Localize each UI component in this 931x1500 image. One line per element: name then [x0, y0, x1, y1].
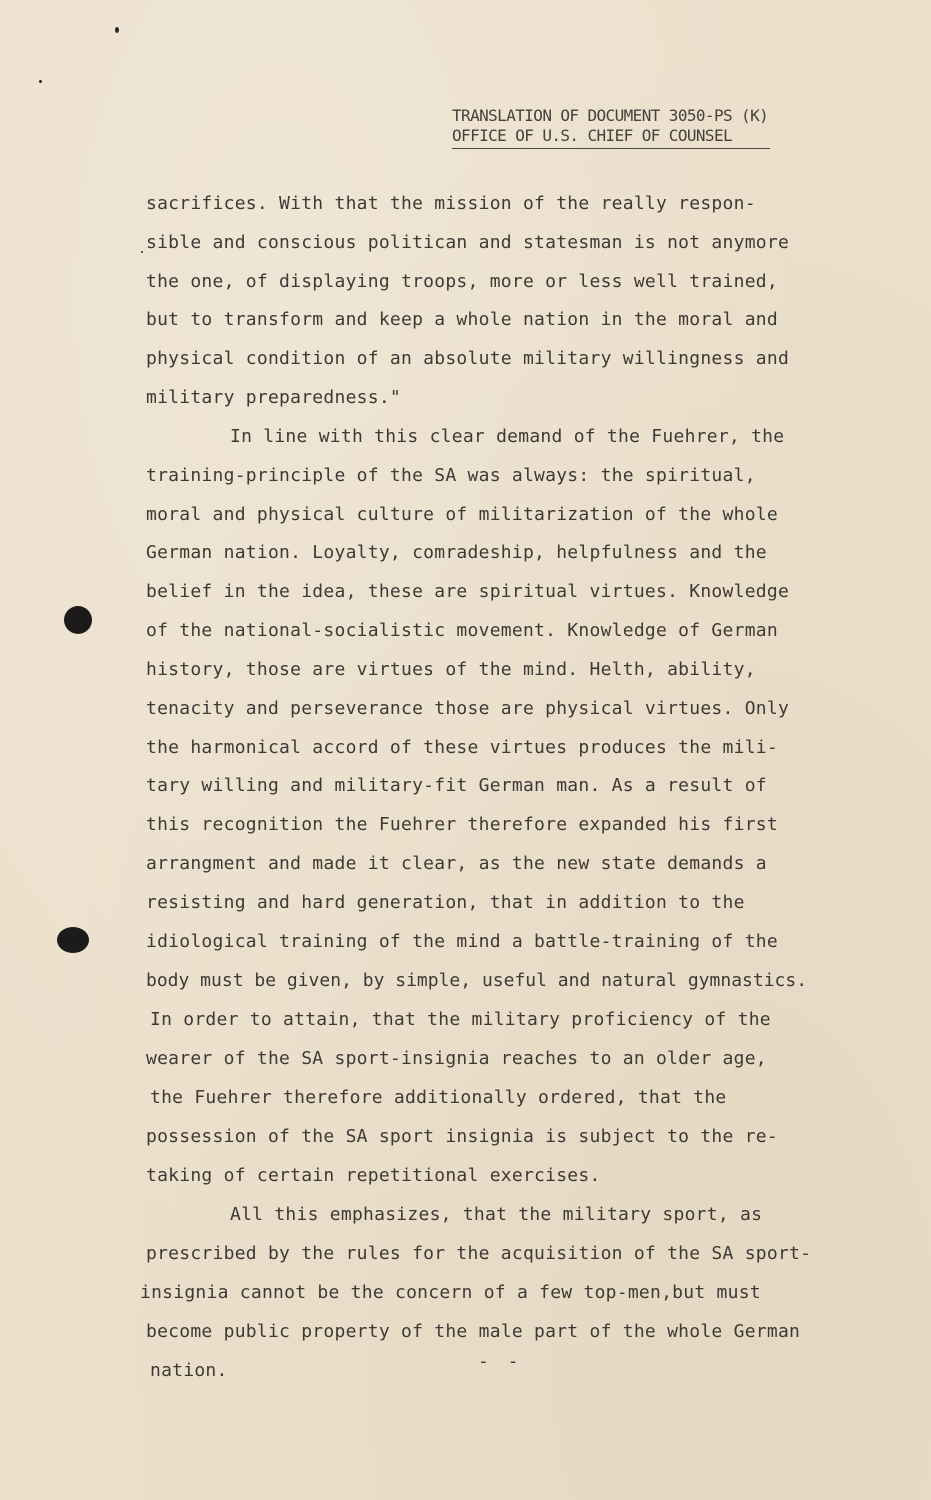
document-header — [452, 106, 792, 149]
body-line: of the national-socialistic movement. Knowledge of German — [146, 620, 778, 641]
body-line: nation. — [150, 1360, 228, 1381]
body-line: the harmonical accord of these virtues produces the mili- — [146, 737, 778, 758]
punch-hole — [64, 606, 92, 634]
body-line: insignia cannot be the concern of a few top-men,but must — [140, 1282, 761, 1303]
body-line: resisting and hard generation, that in addition to the — [146, 892, 745, 913]
punch-hole — [57, 927, 89, 953]
body-line: taking of certain repetitional exercises. — [146, 1165, 601, 1186]
body-line: idiological training of the mind a battle-training of the — [146, 931, 778, 952]
body-line: this recognition the Fuehrer therefore expanded his first — [146, 814, 778, 835]
ink-speck — [39, 80, 42, 83]
body-line: physical condition of an absolute military willingness and — [146, 348, 790, 369]
header-title: TRANSLATION OF DOCUMENT 3050-PS (K) — [452, 106, 769, 125]
body-line: belief in the idea, these are spiritual virtues. Knowledge — [146, 581, 790, 602]
body-line: sacrifices. With that the mission of the really respon- — [146, 193, 756, 214]
body-line: arrangment and made it clear, as the new state demands a — [146, 853, 767, 874]
body-line: tenacity and perseverance those are physical virtues. Only — [146, 698, 790, 719]
body-line: prescribed by the rules for the acquisition of the SA sport- — [146, 1243, 812, 1264]
body-line: but to transform and keep a whole nation in the moral and — [146, 309, 778, 330]
body-line: possession of the SA sport insignia is subject to the re- — [146, 1126, 778, 1147]
ink-speck — [141, 251, 143, 253]
body-line: body must be given, by simple, useful and natural gymnastics. — [146, 970, 808, 991]
body-line: the Fuehrer therefore additionally ordered, that the — [150, 1087, 727, 1108]
header-office: OFFICE OF U.S. CHIEF OF COUNSEL — [452, 126, 770, 149]
body-line: German nation. Loyalty, comradeship, helpfulness and the — [146, 542, 767, 563]
ink-speck — [115, 27, 119, 33]
body-line: history, those are virtues of the mind. Helth, ability, — [146, 659, 756, 680]
body-line: wearer of the SA sport-insignia reaches to an older age, — [146, 1048, 767, 1069]
body-line: training-principle of the SA was always: the spiritual, — [146, 465, 756, 486]
body-line: In order to attain, that the military proficiency of the — [150, 1009, 771, 1030]
body-line: become public property of the male part of the whole German — [146, 1321, 801, 1342]
body-line: military preparedness." — [146, 387, 401, 408]
page-mark: - - — [478, 1351, 523, 1372]
body-line: the one, of displaying troops, more or less well trained, — [146, 271, 778, 292]
body-line: moral and physical culture of militarization of the whole — [146, 504, 778, 525]
body-line: sible and conscious politican and statesman is not anymore — [146, 232, 790, 253]
body-line: tary willing and military-fit German man. As a result of — [146, 775, 767, 796]
body-line: In line with this clear demand of the Fuehrer, the — [230, 426, 785, 447]
body-line: All this emphasizes, that the military sport, as — [230, 1204, 763, 1225]
